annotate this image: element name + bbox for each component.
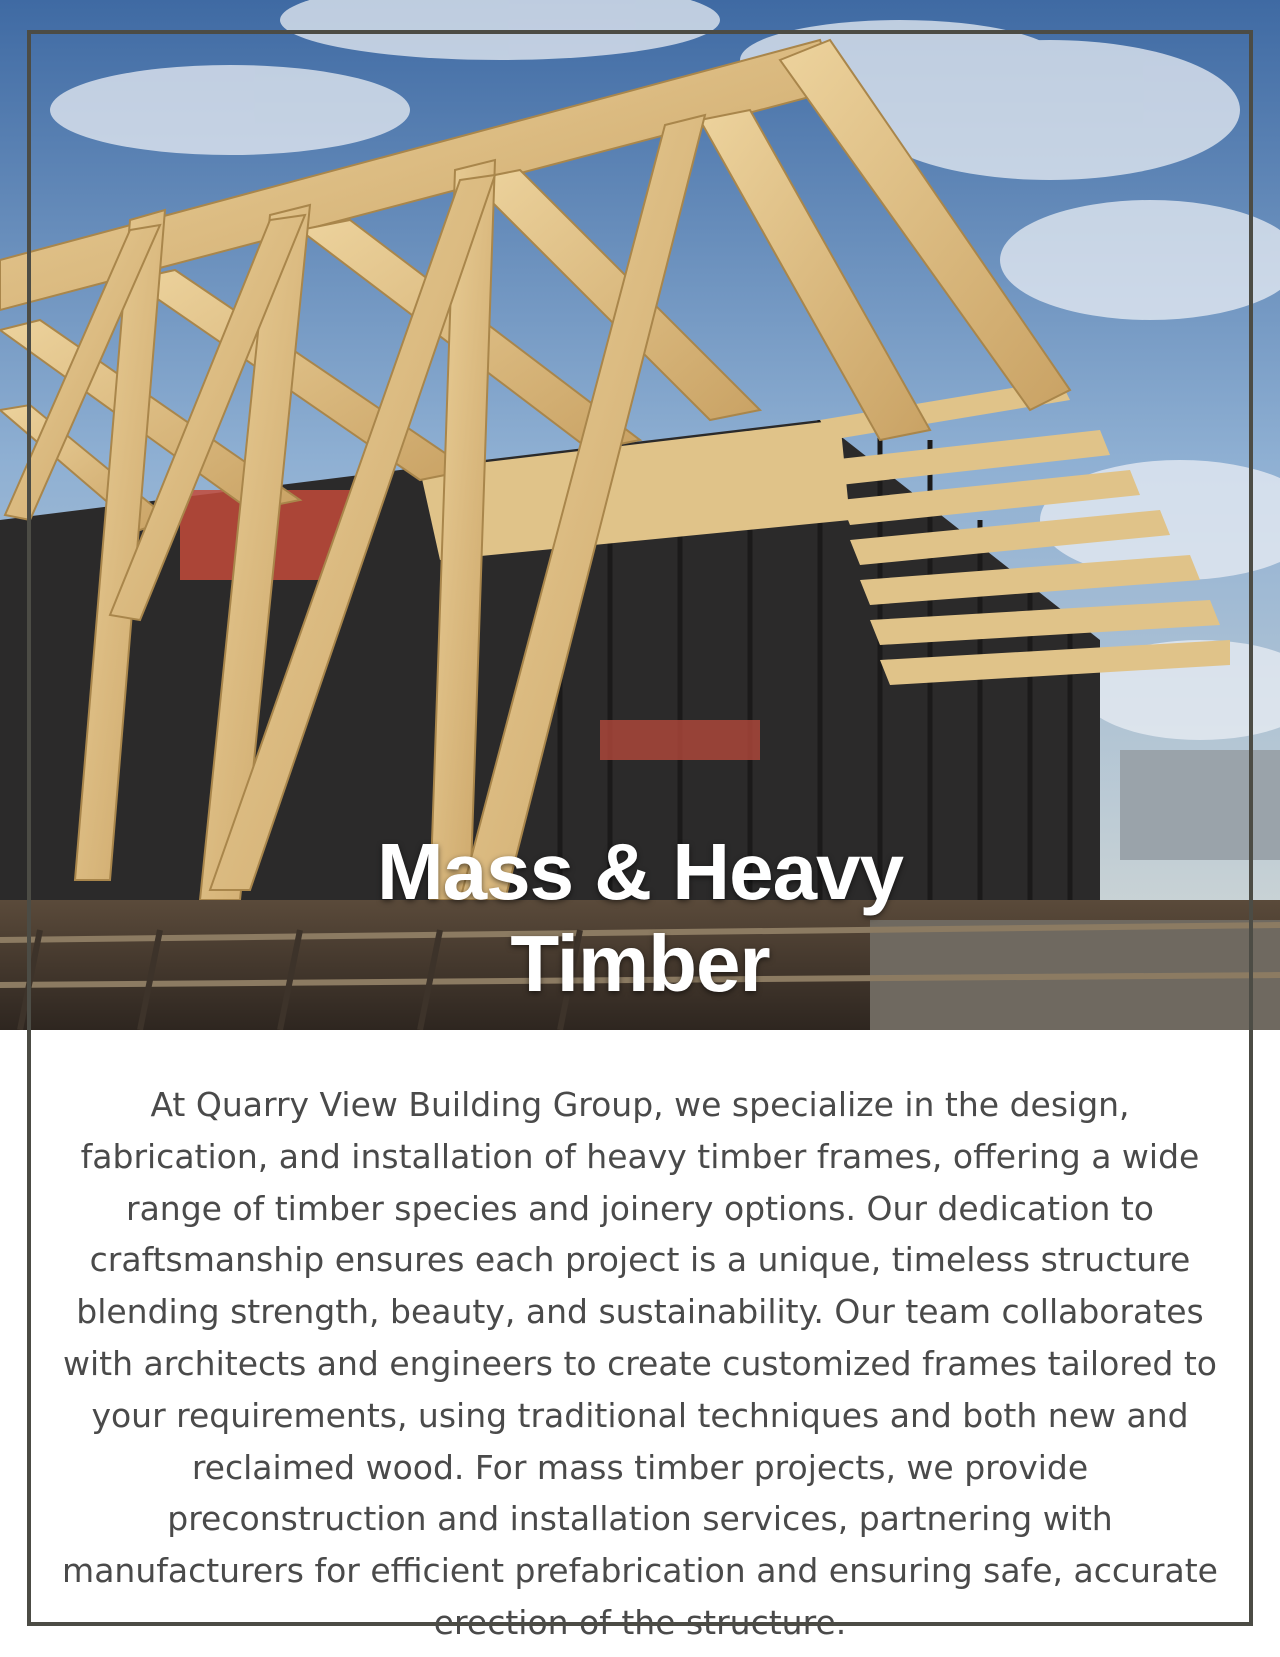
title-line-1: Mass & Heavy <box>376 827 904 916</box>
description-text: At Quarry View Building Group, we specialize in the design, fabrication, and installation of heavy timber frames, offering a wide range of timber species and joinery options. Our dedication to craftsmanship ensures each project is a unique, timeless structure blending strength, beauty, and sustainability. Our team collaborates with architects and engineers to create customized frames tailored to your requirements, using traditional techniques and both new and reclaimed wood. For mass timber projects, we provide preconstruction and installation services, partnering with manufacturers for efficient prefabrication and ensuring safe, accurate erection of the structure. <box>62 1085 1218 1642</box>
page-title <box>0 826 1280 1010</box>
title-line-2: Timber <box>510 919 770 1008</box>
